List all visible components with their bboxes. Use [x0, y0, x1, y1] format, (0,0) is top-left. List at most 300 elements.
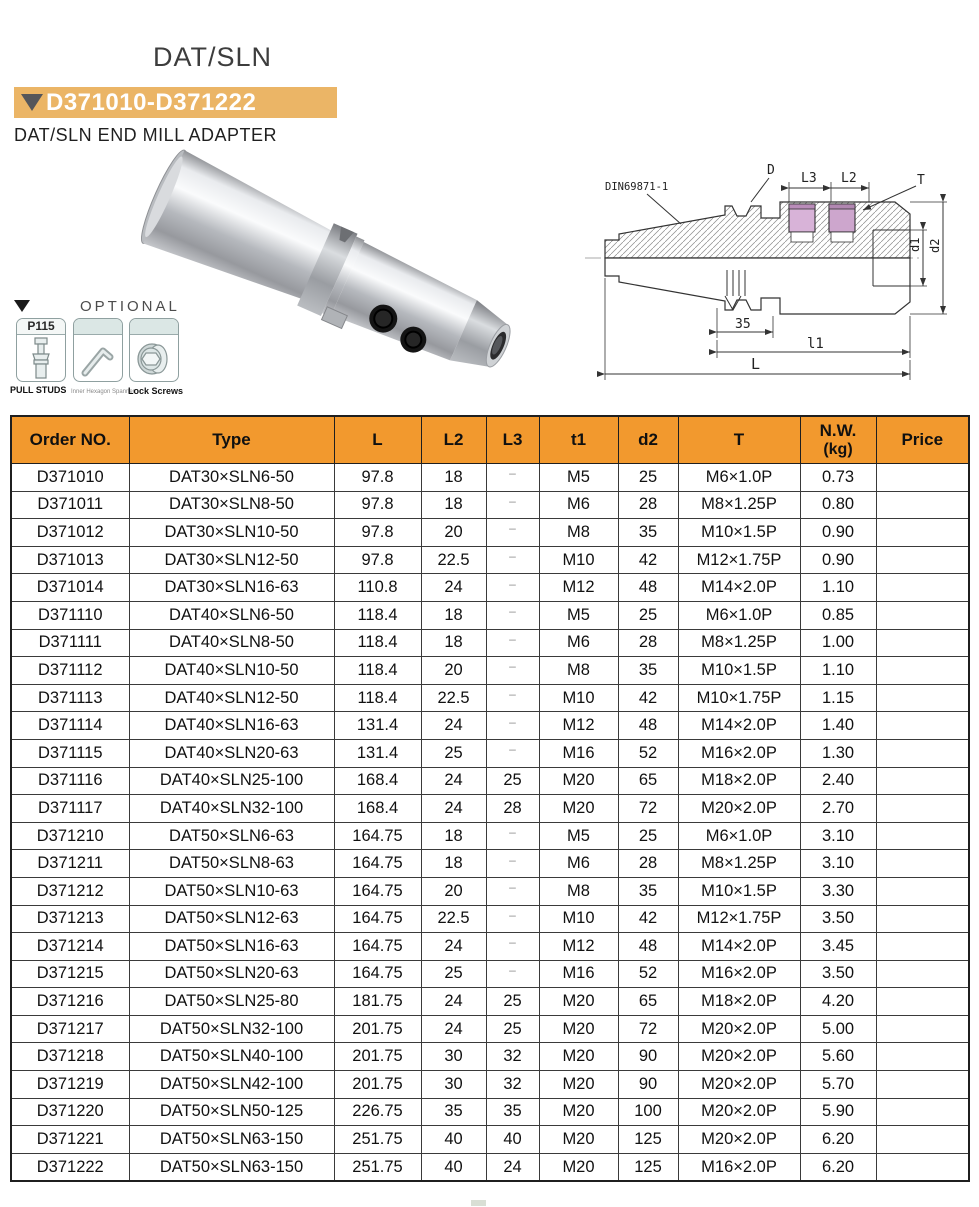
table-cell: 42 [618, 546, 678, 574]
table-row [11, 767, 969, 795]
table-cell: 131.4 [334, 739, 421, 767]
table-cell: 5.60 [800, 1043, 876, 1071]
table-cell: 164.75 [334, 905, 421, 933]
pull-stud-code: P115 [17, 319, 65, 335]
lock-screw-band [130, 319, 178, 335]
table-cell: DAT40×SLN10-50 [129, 657, 334, 685]
table-cell: 35 [618, 877, 678, 905]
table-cell: 28 [618, 491, 678, 519]
table-row [11, 795, 969, 823]
table-cell: 201.75 [334, 1015, 421, 1043]
table-cell: 30 [421, 1043, 486, 1071]
table-cell: 22.5 [421, 684, 486, 712]
table-row [11, 574, 969, 602]
table-cell: M5 [539, 601, 618, 629]
table-cell: 65 [618, 767, 678, 795]
table-row [11, 629, 969, 657]
table-cell: 1.40 [800, 712, 876, 740]
table-cell: M20 [539, 1043, 618, 1071]
table-cell: 24 [421, 712, 486, 740]
table-cell: 40 [486, 1126, 539, 1154]
table-cell: 18 [421, 822, 486, 850]
table-cell: D371222 [11, 1153, 129, 1181]
table-cell [876, 1043, 969, 1071]
table-cell: – [486, 712, 539, 740]
column-header: Type [129, 416, 334, 464]
table-cell: 164.75 [334, 850, 421, 878]
table-cell [876, 574, 969, 602]
table-cell: 5.00 [800, 1015, 876, 1043]
table-cell [876, 464, 969, 492]
dim-label-d2: d2 [928, 238, 942, 253]
table-cell: M20 [539, 1071, 618, 1099]
table-cell [876, 712, 969, 740]
table-cell: 42 [618, 684, 678, 712]
table-cell: DAT50×SLN8-63 [129, 850, 334, 878]
table-cell: D371210 [11, 822, 129, 850]
table-cell: 48 [618, 933, 678, 961]
table-cell: 35 [486, 1098, 539, 1126]
table-cell: M8 [539, 519, 618, 547]
dim-label-l1: l1 [807, 336, 824, 352]
table-cell: M18×2.0P [678, 988, 800, 1016]
table-cell: M12 [539, 933, 618, 961]
table-cell: M10×1.5P [678, 519, 800, 547]
table-cell: M12 [539, 574, 618, 602]
table-cell [876, 822, 969, 850]
table-cell: 97.8 [334, 519, 421, 547]
table-cell: D371014 [11, 574, 129, 602]
column-header: Order NO. [11, 416, 129, 464]
table-row [11, 1153, 969, 1181]
table-cell [876, 767, 969, 795]
page-title: DAT/SLN [153, 42, 273, 72]
table-cell: 24 [421, 767, 486, 795]
table-cell: 201.75 [334, 1043, 421, 1071]
table-cell [876, 684, 969, 712]
table-cell: 1.00 [800, 629, 876, 657]
table-cell: M16×2.0P [678, 739, 800, 767]
table-cell: 90 [618, 1071, 678, 1099]
pull-studs-caption: PULL STUDS [10, 385, 67, 395]
table-cell: M14×2.0P [678, 933, 800, 961]
table-cell: DAT30×SLN12-50 [129, 546, 334, 574]
table-cell: M8 [539, 657, 618, 685]
column-header: Price [876, 416, 969, 464]
table-cell: 3.10 [800, 822, 876, 850]
table-cell: 0.90 [800, 519, 876, 547]
table-cell: DAT50×SLN42-100 [129, 1071, 334, 1099]
table-cell: M6 [539, 629, 618, 657]
table-cell: 1.15 [800, 684, 876, 712]
technical-drawing [575, 158, 975, 398]
table-cell: 24 [421, 988, 486, 1016]
table-cell: 24 [421, 933, 486, 961]
table-cell: – [486, 574, 539, 602]
table-cell: D371212 [11, 877, 129, 905]
table-cell: 168.4 [334, 767, 421, 795]
table-cell: M20×2.0P [678, 1071, 800, 1099]
table-cell: 40 [421, 1153, 486, 1181]
table-cell: M12×1.75P [678, 546, 800, 574]
table-cell [876, 601, 969, 629]
table-cell: M8×1.25P [678, 629, 800, 657]
table-cell: DAT50×SLN16-63 [129, 933, 334, 961]
table-cell: 18 [421, 464, 486, 492]
table-cell: M5 [539, 464, 618, 492]
table-cell [876, 1071, 969, 1099]
table-cell: – [486, 491, 539, 519]
table-cell: D371112 [11, 657, 129, 685]
table-cell: 118.4 [334, 657, 421, 685]
table-cell: DAT50×SLN25-80 [129, 988, 334, 1016]
table-cell: – [486, 464, 539, 492]
table-cell: 25 [618, 464, 678, 492]
optional-item-lock-screws [129, 318, 179, 382]
range-banner [14, 87, 337, 118]
table-cell: 30 [421, 1071, 486, 1099]
table-cell: 0.73 [800, 464, 876, 492]
table-cell: D371117 [11, 795, 129, 823]
table-cell: 35 [421, 1098, 486, 1126]
column-header: N.W. (kg) [800, 416, 876, 464]
table-cell: 24 [486, 1153, 539, 1181]
table-row [11, 657, 969, 685]
table-cell: 32 [486, 1043, 539, 1071]
table-cell: M20×2.0P [678, 1126, 800, 1154]
table-cell: – [486, 960, 539, 988]
table-cell: 131.4 [334, 712, 421, 740]
table-cell: 24 [421, 1015, 486, 1043]
table-cell: 110.8 [334, 574, 421, 602]
table-cell: DAT50×SLN50-125 [129, 1098, 334, 1126]
dim-label-d1: d1 [908, 237, 922, 252]
table-cell: DAT40×SLN32-100 [129, 795, 334, 823]
table-cell: D371010 [11, 464, 129, 492]
table-cell: DAT50×SLN12-63 [129, 905, 334, 933]
spec-table-header [11, 416, 969, 464]
table-cell: 18 [421, 491, 486, 519]
table-cell: DAT50×SLN20-63 [129, 960, 334, 988]
table-cell: M5 [539, 822, 618, 850]
table-cell: DAT40×SLN8-50 [129, 629, 334, 657]
table-cell: 5.70 [800, 1071, 876, 1099]
dim-label-t: T [917, 173, 925, 188]
dim-label-l: L [751, 355, 761, 373]
table-cell: 118.4 [334, 629, 421, 657]
table-cell: D371220 [11, 1098, 129, 1126]
table-cell: 6.20 [800, 1153, 876, 1181]
table-cell: M18×2.0P [678, 767, 800, 795]
table-cell: 251.75 [334, 1153, 421, 1181]
table-cell [876, 877, 969, 905]
table-cell: 20 [421, 519, 486, 547]
table-cell: 181.75 [334, 988, 421, 1016]
hex-spanner-caption: Inner Hexagon Spanner [71, 389, 135, 395]
table-cell: 25 [486, 1015, 539, 1043]
table-cell [876, 519, 969, 547]
table-cell: DAT40×SLN16-63 [129, 712, 334, 740]
table-cell: M20×2.0P [678, 1098, 800, 1126]
table-cell: 97.8 [334, 464, 421, 492]
table-cell: 28 [618, 629, 678, 657]
table-cell: M6 [539, 491, 618, 519]
column-header: L2 [421, 416, 486, 464]
table-cell: – [486, 684, 539, 712]
range-banner-text: D371010-D371222 [46, 88, 257, 116]
table-row [11, 1098, 969, 1126]
table-cell: 72 [618, 1015, 678, 1043]
table-header-row [11, 416, 969, 464]
table-cell: D371217 [11, 1015, 129, 1043]
table-cell: 25 [618, 822, 678, 850]
table-cell: M6 [539, 850, 618, 878]
table-row [11, 1071, 969, 1099]
table-cell: M16 [539, 960, 618, 988]
table-cell: D371111 [11, 629, 129, 657]
dimension-drawing-icon [575, 158, 975, 398]
table-cell: M20 [539, 1098, 618, 1126]
dim-label-l3: L3 [801, 171, 817, 186]
spec-table-body [11, 464, 969, 1182]
table-cell: 22.5 [421, 905, 486, 933]
table-cell [876, 739, 969, 767]
table-row [11, 850, 969, 878]
table-cell: M20 [539, 1153, 618, 1181]
table-cell: 4.20 [800, 988, 876, 1016]
table-cell: 25 [421, 960, 486, 988]
hex-spanner-band [74, 319, 122, 335]
table-cell [876, 960, 969, 988]
table-cell: M16×2.0P [678, 960, 800, 988]
table-cell: 2.40 [800, 767, 876, 795]
table-cell: M10×1.75P [678, 684, 800, 712]
table-cell: 20 [421, 877, 486, 905]
table-cell: DAT50×SLN63-150 [129, 1126, 334, 1154]
table-cell: 52 [618, 739, 678, 767]
table-row [11, 684, 969, 712]
table-cell: DAT30×SLN6-50 [129, 464, 334, 492]
standard-label: DIN69871-1 [605, 181, 669, 193]
table-cell: – [486, 822, 539, 850]
column-header: L [334, 416, 421, 464]
table-row [11, 905, 969, 933]
table-cell: 0.85 [800, 601, 876, 629]
column-header: L3 [486, 416, 539, 464]
table-row [11, 739, 969, 767]
table-cell [876, 850, 969, 878]
table-cell: 168.4 [334, 795, 421, 823]
table-cell: D371211 [11, 850, 129, 878]
optional-item-hex-spanner [73, 318, 123, 382]
page-footer-mark [471, 1200, 486, 1206]
table-cell: 52 [618, 960, 678, 988]
dim-label-l2: L2 [841, 171, 857, 186]
table-cell: M20 [539, 767, 618, 795]
table-cell: M14×2.0P [678, 574, 800, 602]
table-cell: D371113 [11, 684, 129, 712]
table-cell: 0.80 [800, 491, 876, 519]
table-row [11, 1126, 969, 1154]
lock-screws-caption: Lock Screws [128, 386, 184, 396]
dim-label-35: 35 [735, 317, 751, 332]
table-cell [876, 657, 969, 685]
table-cell [876, 629, 969, 657]
table-cell: M10 [539, 905, 618, 933]
table-row [11, 988, 969, 1016]
table-cell: 1.10 [800, 657, 876, 685]
table-cell: M6×1.0P [678, 464, 800, 492]
table-cell: DAT40×SLN25-100 [129, 767, 334, 795]
table-cell: D371011 [11, 491, 129, 519]
table-cell: DAT40×SLN12-50 [129, 684, 334, 712]
table-cell: D371219 [11, 1071, 129, 1099]
table-cell [876, 491, 969, 519]
table-cell: 22.5 [421, 546, 486, 574]
table-cell: DAT50×SLN40-100 [129, 1043, 334, 1071]
table-cell: 42 [618, 905, 678, 933]
table-cell: 28 [486, 795, 539, 823]
table-cell: M10×1.5P [678, 657, 800, 685]
table-cell: 48 [618, 712, 678, 740]
table-cell: 0.90 [800, 546, 876, 574]
table-cell: – [486, 877, 539, 905]
table-row [11, 546, 969, 574]
table-cell: 25 [421, 739, 486, 767]
table-cell: M20×2.0P [678, 1043, 800, 1071]
table-cell: 251.75 [334, 1126, 421, 1154]
table-cell: D371116 [11, 767, 129, 795]
table-cell: M20 [539, 988, 618, 1016]
table-cell: D371213 [11, 905, 129, 933]
table-cell: 18 [421, 629, 486, 657]
table-cell: 164.75 [334, 933, 421, 961]
table-cell: 3.50 [800, 960, 876, 988]
table-cell: 72 [618, 795, 678, 823]
optional-item-pull-studs [16, 318, 66, 382]
table-cell: D371221 [11, 1126, 129, 1154]
table-cell: 32 [486, 1071, 539, 1099]
table-cell: DAT50×SLN63-150 [129, 1153, 334, 1181]
table-cell: 90 [618, 1043, 678, 1071]
table-cell: 97.8 [334, 546, 421, 574]
table-cell: DAT30×SLN16-63 [129, 574, 334, 602]
table-cell: 100 [618, 1098, 678, 1126]
table-cell: – [486, 933, 539, 961]
table-cell: D371013 [11, 546, 129, 574]
table-cell [876, 988, 969, 1016]
table-cell: – [486, 546, 539, 574]
table-cell: 118.4 [334, 601, 421, 629]
table-cell: M20 [539, 1015, 618, 1043]
hex-key-icon [79, 339, 117, 379]
table-cell: 40 [421, 1126, 486, 1154]
table-row [11, 933, 969, 961]
table-cell: 164.75 [334, 822, 421, 850]
table-cell [876, 546, 969, 574]
banner-triangle-icon [21, 94, 43, 111]
table-row [11, 960, 969, 988]
table-cell: M16 [539, 739, 618, 767]
table-cell: 28 [618, 850, 678, 878]
section-marker-triangle-icon [14, 300, 30, 312]
table-cell: D371216 [11, 988, 129, 1016]
table-cell: – [486, 601, 539, 629]
table-cell: 3.10 [800, 850, 876, 878]
table-cell: 97.8 [334, 491, 421, 519]
table-cell: M10×1.5P [678, 877, 800, 905]
table-cell: M20 [539, 795, 618, 823]
table-cell [876, 933, 969, 961]
pull-stud-icon [24, 337, 58, 381]
table-cell [876, 1126, 969, 1154]
table-cell: D371214 [11, 933, 129, 961]
table-row [11, 1015, 969, 1043]
table-row [11, 519, 969, 547]
table-cell: 226.75 [334, 1098, 421, 1126]
table-cell: 24 [421, 574, 486, 602]
table-cell: 164.75 [334, 877, 421, 905]
table-cell: D371114 [11, 712, 129, 740]
product-title: DAT/SLN END MILL ADAPTER [14, 125, 278, 145]
table-cell: 3.50 [800, 905, 876, 933]
table-cell: M20 [539, 1126, 618, 1154]
column-header: T [678, 416, 800, 464]
table-cell [876, 905, 969, 933]
table-row [11, 1043, 969, 1071]
table-cell: 48 [618, 574, 678, 602]
table-cell [876, 1153, 969, 1181]
table-cell: – [486, 657, 539, 685]
table-cell: 18 [421, 850, 486, 878]
table-cell: M16×2.0P [678, 1153, 800, 1181]
table-cell: DAT40×SLN6-50 [129, 601, 334, 629]
table-cell: M20×2.0P [678, 795, 800, 823]
table-cell: M12×1.75P [678, 905, 800, 933]
table-cell: DAT50×SLN32-100 [129, 1015, 334, 1043]
table-cell: 125 [618, 1153, 678, 1181]
table-cell: D371115 [11, 739, 129, 767]
table-cell: 25 [618, 601, 678, 629]
table-cell: – [486, 519, 539, 547]
table-row [11, 712, 969, 740]
table-cell: DAT40×SLN20-63 [129, 739, 334, 767]
table-cell: D371012 [11, 519, 129, 547]
table-row [11, 491, 969, 519]
table-cell: 35 [618, 519, 678, 547]
table-cell: D371215 [11, 960, 129, 988]
table-cell: M8×1.25P [678, 850, 800, 878]
column-header: d2 [618, 416, 678, 464]
table-cell: 24 [421, 795, 486, 823]
table-cell: 164.75 [334, 960, 421, 988]
table-cell: 125 [618, 1126, 678, 1154]
table-cell: – [486, 905, 539, 933]
optional-label: OPTIONAL [80, 298, 180, 315]
table-cell: DAT50×SLN10-63 [129, 877, 334, 905]
table-cell: M20×2.0P [678, 1015, 800, 1043]
lock-screw-icon [133, 338, 175, 380]
table-cell: 25 [486, 988, 539, 1016]
table-cell: – [486, 739, 539, 767]
table-cell: 35 [618, 657, 678, 685]
table-cell: M8 [539, 877, 618, 905]
table-cell: 201.75 [334, 1071, 421, 1099]
table-cell: 1.30 [800, 739, 876, 767]
table-cell: DAT30×SLN8-50 [129, 491, 334, 519]
table-cell [876, 795, 969, 823]
table-row [11, 877, 969, 905]
